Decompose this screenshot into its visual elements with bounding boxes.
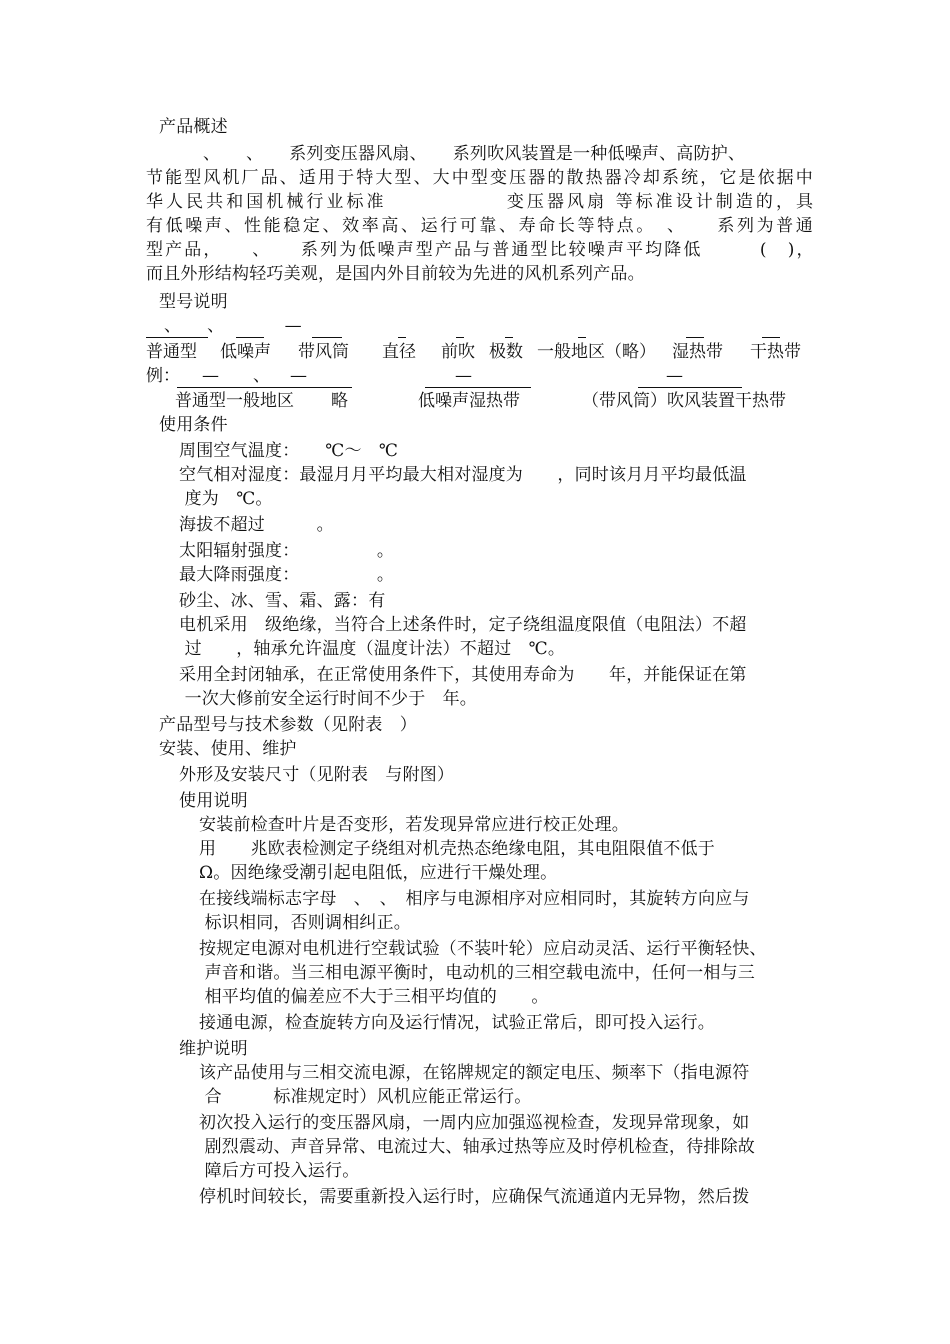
- maint-line-2: 合 标准规定时）风机应能正常运行。: [199, 1087, 532, 1107]
- code-label-front-blow: 前吹: [441, 342, 475, 362]
- usage-line-5: 标识相同，否则调相纠正。: [199, 913, 412, 933]
- subheading-maintenance: 维护说明: [179, 1039, 248, 1059]
- usage-line-4: 在接线端标志字母 、 、 相序与电源相序对应相同时，其旋转方向应与: [199, 889, 750, 909]
- code-label-ordinary: 普通型: [146, 342, 197, 362]
- code-rule: [686, 337, 704, 338]
- overview-line-3: 华人民共和国机械行业标准 变压器风扇 等标准设计制造的，具: [146, 192, 817, 212]
- example-item: 普通型一般地区: [175, 391, 294, 411]
- condition-line-7: 砂尘、冰、雪、霜、露：有: [179, 591, 386, 611]
- usage-line-9: 接通电源，检查旋转方向及运行情况，试验正常后，即可投入运行。: [199, 1013, 715, 1033]
- example-dash: —: [290, 366, 307, 386]
- code-label-diameter: 直径: [382, 342, 416, 362]
- example-rule: [638, 387, 742, 388]
- code-rule: [236, 337, 264, 338]
- usage-line-6: 按规定电源对电机进行空载试验（不装叶轮）应启动灵活、运行平衡轻快、: [199, 939, 767, 959]
- condition-line-6: 最大降雨强度： 。: [179, 565, 395, 585]
- overview-line-4: 有低噪声、性能稳定、效率高、运行可靠、寿命长等特点。 、 系列为普通: [146, 216, 816, 236]
- example-label: 例：: [146, 366, 180, 386]
- example-rule: [177, 387, 352, 388]
- overview-line-2: 节能型风机厂品、适用于特大型、大中型变压器的散热器冷却系统，它是依据中: [146, 168, 815, 188]
- code-label-dry-tropical: 干热带: [750, 342, 801, 362]
- section-heading-conditions: 使用条件: [159, 415, 228, 435]
- code-label-general-area: 一般地区（略）: [537, 342, 656, 362]
- subheading-usage: 使用说明: [179, 791, 248, 811]
- overview-line-6: 而且外形结构轻巧美观，是国内外目前较为先进的风机系列产品。: [146, 264, 645, 284]
- section-heading-params: 产品型号与技术参数（见附表 ）: [159, 715, 417, 735]
- example-dash: —: [666, 366, 683, 386]
- code-rule: [578, 337, 586, 338]
- code-label-poles: 极数: [489, 342, 523, 362]
- section-heading-model: 型号说明: [159, 292, 228, 312]
- section-heading-install: 安装、使用、维护: [159, 739, 297, 759]
- example-dash: —: [202, 366, 219, 386]
- maint-line-5: 障后方可投入运行。: [199, 1161, 360, 1181]
- maint-line-6: 停机时间较长，需要重新投入运行时，应确保气流通道内无异物，然后拨: [199, 1187, 750, 1207]
- code-rule: [398, 337, 406, 338]
- condition-line-8: 电机采用 级绝缘，当符合上述条件时，定子绕组温度限值（电阻法）不超: [179, 615, 747, 635]
- condition-line-11: 一次大修前安全运行时间不少于 年。: [179, 689, 478, 709]
- overview-line-5: 型产品， 、 系列为低噪声型产品与普通型比较噪声平均降低 ( )，: [146, 240, 816, 260]
- example-dash: —: [455, 366, 472, 386]
- subheading-dimensions: 外形及安装尺寸（见附表 与附图）: [179, 765, 455, 785]
- code-label-humid-tropical: 湿热带: [672, 342, 723, 362]
- condition-line-1: 周围空气温度： ℃～ ℃: [179, 441, 399, 461]
- condition-line-10: 采用全封闭轴承，在正常使用条件下，其使用寿命为 年，并能保证在第: [179, 665, 747, 685]
- example-item: （带风筒）吹风装置干热带: [582, 391, 786, 411]
- condition-line-4: 海拔不超过 。: [179, 515, 334, 535]
- code-label-with-duct: 带风筒: [298, 342, 349, 362]
- code-rule: [312, 337, 342, 338]
- condition-line-5: 太阳辐射强度： 。: [179, 541, 395, 561]
- code-label-low-noise: 低噪声: [220, 342, 271, 362]
- code-rule: [762, 337, 780, 338]
- example-item: 略: [331, 391, 348, 411]
- maint-line-3: 初次投入运行的变压器风扇，一周内应加强巡视检查，发现异常现象，如: [199, 1113, 750, 1133]
- usage-line-2: 用 兆欧表检测定子绕组对机壳热态绝缘电阻，其电阻限值不低于: [199, 839, 715, 859]
- condition-line-9: 过 ，轴承允许温度（温度计法）不超过 ℃。: [179, 639, 566, 659]
- example-separator: 、: [253, 366, 270, 386]
- condition-line-3: 度为 ℃。: [179, 489, 273, 509]
- maint-line-4: 剧烈震动、声音异常、电流过大、轴承过热等应及时停机检查，待排除故: [199, 1137, 756, 1157]
- code-rule: [456, 337, 464, 338]
- code-rule: [146, 337, 208, 338]
- section-heading-overview: 产品概述: [159, 117, 228, 137]
- usage-line-3: Ω。因绝缘受潮引起电阻低，应进行干燥处理。: [199, 863, 558, 883]
- usage-line-8: 相平均值的偏差应不大于三相平均值的 。: [199, 987, 549, 1007]
- example-rule: [425, 387, 531, 388]
- overview-line-1: 、 、 系列变压器风扇、 系列吹风装置是一种低噪声、高防护、: [203, 144, 746, 164]
- usage-line-7: 声音和谐。当三相电源平衡时，电动机的三相空载电流中，任何一相与三: [199, 963, 756, 983]
- model-code-line: 、 、 —: [164, 316, 302, 336]
- maint-line-1: 该产品使用与三相交流电源，在铭牌规定的额定电压、频率下（指电源符: [199, 1063, 750, 1083]
- condition-line-2: 空气相对湿度：最湿月月平均最大相对湿度为 ，同时该月月平均最低温: [179, 465, 747, 485]
- usage-line-1: 安装前检查叶片是否变形，若发现异常应进行校正处理。: [199, 815, 629, 835]
- example-item: 低噪声湿热带: [418, 391, 520, 411]
- code-rule: [505, 337, 513, 338]
